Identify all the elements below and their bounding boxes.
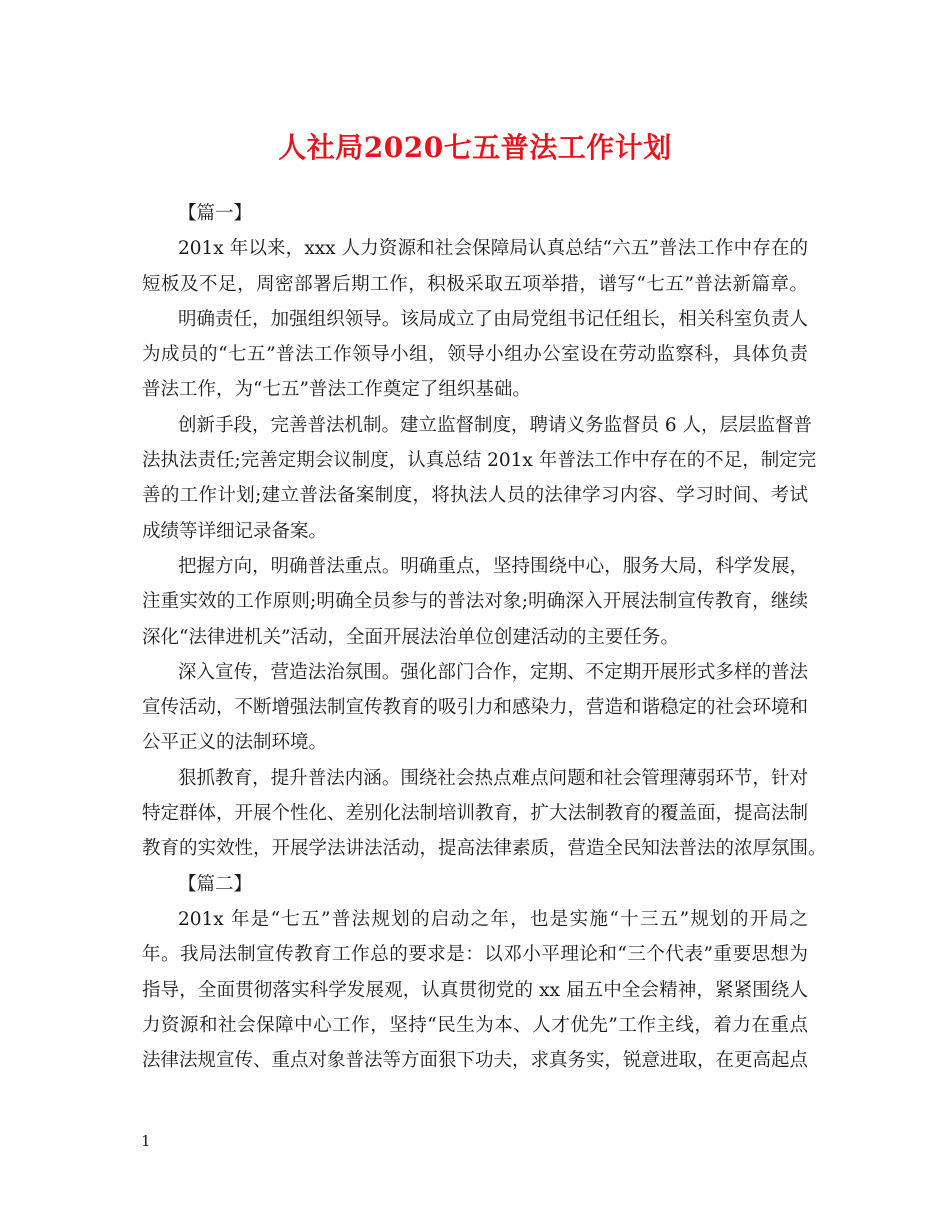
text-line: 深入宣传，营造法治氛围。强化部门合作，定期、不定期开展形式多样的普法 (178, 661, 808, 683)
text-line: 注重实效的工作原则;明确全员参与的普法对象;明确深入开展法制宣传教育，继续 (142, 591, 808, 613)
text-line: 创新手段，完善普法机制。建立监督制度，聘请义务监督员 6 人，层层监督普 (178, 414, 813, 436)
text-line: 狠抓教育，提升普法内涵。围绕社会热点难点问题和社会管理薄弱环节，针对 (178, 767, 808, 789)
text-line: 善的工作计划;建立普法备案制度，将执法人员的法律学习内容、学习时间、考试 (142, 485, 808, 507)
document-title: 人社局2020七五普法工作计划 (278, 131, 672, 164)
text-line: 普法工作，为“七五”普法工作奠定了组织基础。 (142, 379, 531, 401)
text-line: 指导，全面贯彻落实科学发展观，认真贯彻党的 xx 届五中全会精神，紧紧围绕人 (142, 979, 808, 1001)
text-line: 教育的实效性，开展学法讲法活动，提高法律素质，营造全民知法普法的浓厚氛围。 (142, 838, 827, 860)
text-line: 力资源和社会保障中心工作，坚持“民生为本、人才优先”工作主线，着力在重点 (142, 1014, 808, 1036)
text-line: 201x 年是“七五”普法规划的启动之年，也是实施“十三五”规划的开局之 (178, 908, 808, 930)
text-line: 把握方向，明确普法重点。明确重点，坚持围绕中心，服务大局，科学发展， (178, 555, 808, 577)
text-line: 深化“法律进机关”活动，全面开展法治单位创建活动的主要任务。 (142, 626, 679, 648)
text-line: 年。我局法制宣传教育工作总的要求是：以邓小平理论和“三个代表”重要思想为 (142, 944, 808, 966)
text-line: 成绩等详细记录备案。 (142, 520, 328, 542)
text-line: 为成员的“七五”普法工作领导小组，领导小组办公室设在劳动监察科，具体负责 (142, 344, 808, 366)
text-line: 法律法规宣传、重点对象普法等方面狠下功夫，求真务实，锐意进取，在更高起点 (142, 1050, 809, 1072)
section-heading-1: 【篇一】 (178, 203, 253, 224)
page-number: 1 (141, 1132, 151, 1150)
text-line: 明确责任，加强组织领导。该局成立了由局党组书记任组长，相关科室负责人 (178, 308, 808, 330)
document-body (142, 196, 827, 1078)
text-line: 短板及不足，周密部署后期工作，积极采取五项举措，谱写“七五”普法新篇章。 (142, 273, 808, 295)
text-line: 法执法责任;完善定期会议制度，认真总结 201x 年普法工作中存在的不足，制定完 (142, 450, 817, 472)
text-line: 201x 年以来，xxx 人力资源和社会保障局认真总结“六五”普法工作中存在的 (178, 238, 808, 260)
text-line: 特定群体，开展个性化、差别化法制培训教育，扩大法制教育的覆盖面，提高法制 (142, 803, 809, 825)
text-line: 宣传活动，不断增强法制宣传教育的吸引力和感染力，营造和谐稳定的社会环境和 (142, 697, 809, 719)
section-heading-2: 【篇二】 (178, 873, 253, 895)
text-line: 公平正义的法制环境。 (142, 732, 328, 754)
